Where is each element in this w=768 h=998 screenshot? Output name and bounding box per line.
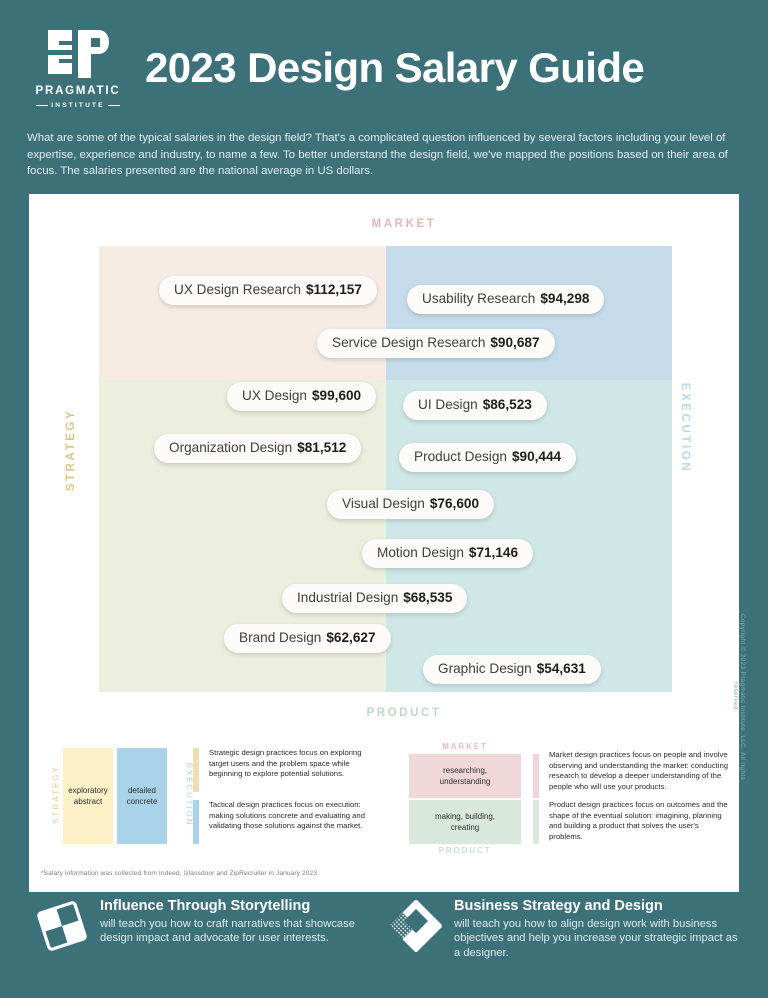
legend-swatch-exploratory [63, 748, 113, 844]
page-title: 2023 Design Salary Guide [145, 44, 645, 91]
salary-pill[interactable] [317, 329, 555, 358]
cta-body: will teach you how to align design work with business objectives and help you increase your strategic impact as a designer. [454, 917, 738, 959]
legend-text-market: Market design practices focus on people and involve observing and understanding the market: conducting research to develop a deeper understanding of the people who will use your products. [549, 750, 729, 791]
legend-swatch-researching [409, 754, 521, 798]
legend-market-product [399, 742, 729, 860]
legend-label-product: PRODUCT [438, 846, 492, 855]
pill-salary: $62,627 [326, 630, 376, 645]
axis-label-execution: EXECUTION [679, 382, 691, 474]
swatch-line-2: concrete [126, 797, 158, 806]
salary-pill[interactable] [227, 382, 376, 411]
legend-label-strategy: STRATEGY [51, 765, 61, 824]
legend-label-execution: EXECUTION [184, 762, 194, 827]
pill-salary: $94,298 [540, 291, 590, 306]
pill-salary: $112,157 [305, 282, 362, 297]
pill-salary: $81,512 [297, 440, 347, 455]
pill-salary: $68,535 [403, 590, 453, 605]
pill-role: Organization Design [169, 440, 293, 455]
legend-bar-product [533, 800, 539, 844]
cta-text-block [100, 898, 366, 952]
pill-role: Motion Design [377, 545, 464, 560]
legend-swatch-making [409, 800, 521, 844]
salary-pill[interactable] [282, 584, 467, 613]
pill-salary: $71,146 [468, 545, 519, 560]
pill-role: Usability Research [422, 291, 536, 306]
legend-bar-strategic [193, 748, 199, 792]
legend-bar-tactical [193, 800, 199, 844]
pill-role: Product Design [414, 449, 507, 464]
copyright-notice: Copyright © 2023 Pragmatic Institute, LLC. All rights reserved. [732, 613, 746, 781]
cta-title: Influence Through Storytelling [100, 898, 311, 914]
pragmatic-p-logo-icon [46, 28, 110, 80]
legend-text-product: Product design practices focus on outcomes and the shape of the eventual solution: imagining, planning and building a product that solves the user's problems. [549, 800, 728, 841]
storytelling-diamond-icon [36, 900, 88, 952]
swatch-line-2: understanding [439, 777, 491, 786]
pill-role: Industrial Design [297, 590, 399, 605]
pill-salary: $76,600 [429, 496, 480, 511]
pill-salary: $90,444 [511, 449, 562, 464]
logo-subwordmark [28, 103, 128, 110]
swatch-line-1: researching, [442, 765, 488, 775]
legend-section [29, 742, 739, 862]
axis-label-market: MARKET [371, 218, 437, 230]
pill-role: Brand Design [239, 630, 322, 645]
brand-logo [28, 28, 128, 109]
swatch-line-2: creating [450, 823, 480, 832]
cta-section [0, 898, 768, 998]
legend-text-strategic: Strategic design practices focus on exploring target users and the problem space while beginning to explore potential solutions. [209, 748, 362, 779]
legend-bar-market [533, 754, 539, 798]
content-card [29, 194, 739, 892]
legend-swatch-detailed [117, 748, 167, 844]
salary-pill[interactable] [159, 276, 377, 305]
swatch-line-1: exploratory [68, 785, 108, 795]
salary-pill[interactable] [224, 624, 391, 653]
salary-pill[interactable] [407, 285, 604, 314]
swatch-line-1: making, building, [434, 811, 496, 821]
legend-text-tactical: Tactical design practices focus on execution: making solutions concrete and evaluating and validating those solutions against the market. [209, 800, 365, 831]
pill-salary: $99,600 [311, 388, 362, 403]
pill-salary: $54,631 [536, 661, 586, 676]
pill-role: Graphic Design [438, 661, 532, 676]
salary-pill[interactable] [154, 434, 361, 463]
pill-role: Service Design Research [332, 335, 486, 350]
logo-sub-text: INSTITUTE [51, 101, 105, 109]
axis-label-product: PRODUCT [366, 707, 442, 719]
cta-card-business-strategy[interactable] [390, 898, 740, 960]
logo-wordmark: PRAGMATIC [35, 85, 121, 97]
cta-card-storytelling[interactable] [36, 898, 366, 952]
salary-pill[interactable] [423, 655, 601, 684]
swatch-line-2: abstract [73, 797, 103, 806]
strategy-diamond-icon [390, 900, 442, 952]
logo-rule-right [108, 105, 120, 106]
pill-role: UX Design [242, 388, 307, 403]
pill-salary: $90,687 [490, 335, 540, 350]
pill-role: UX Design Research [174, 282, 301, 297]
salary-pill[interactable] [327, 490, 494, 519]
footnote: *Salary information was collected from Indeed, Glassdoor and ZipRecruiter in January 2023 [41, 870, 318, 877]
swatch-line-1: detailed [127, 785, 157, 795]
pill-role: UI Design [418, 397, 478, 412]
intro-paragraph: What are some of the typical salaries in the design field? That's a complicated question influenced by several factors including your level of expertise, experience and industry, to name a few. To better understand the design field, we've mapped the positions based on their area of focus. The salaries presented are the national average in US dollars. [27, 132, 728, 178]
pill-salary: $86,523 [482, 397, 532, 412]
legend-strategy-execution [41, 742, 381, 860]
axis-label-strategy: STRATEGY [65, 408, 77, 492]
cta-body: will teach you how to craft narratives that showcase design impact and advocate for user interests. [100, 917, 355, 945]
cta-title: Business Strategy and Design [454, 898, 663, 914]
salary-pill[interactable] [403, 391, 547, 420]
logo-rule-left [36, 105, 48, 106]
page-header [0, 0, 768, 196]
salary-pill[interactable] [362, 539, 533, 568]
legend-label-market: MARKET [442, 742, 488, 751]
pill-role: Visual Design [342, 496, 425, 511]
salary-pill[interactable] [399, 443, 576, 472]
cta-text-block [454, 898, 740, 960]
